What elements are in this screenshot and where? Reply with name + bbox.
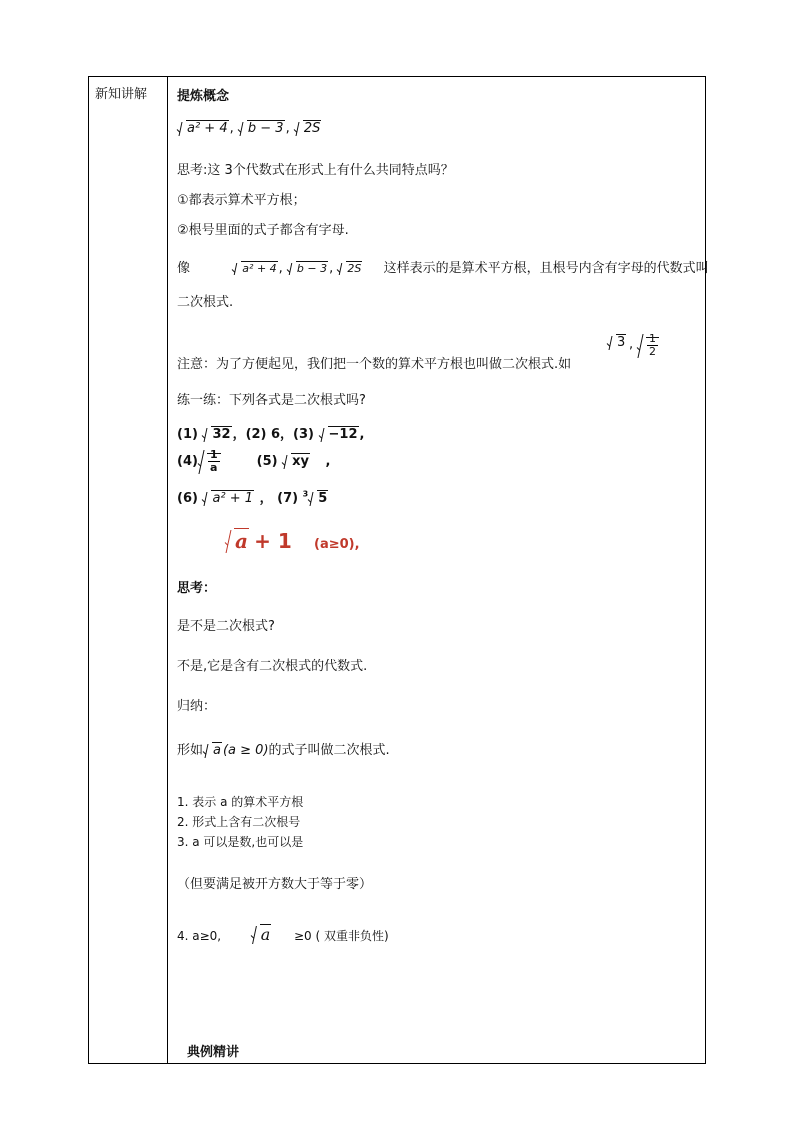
- like-suffix: 这样表示的是算术平方根，且根号内含有字母的代数式叫: [383, 261, 709, 276]
- lesson-table: [88, 76, 709, 1064]
- note-text: 注意：为了方便起见，我们把一个数的算术平方根也叫做二次根式.如: [177, 357, 572, 372]
- summary-item-1: 1. 表示 a 的算术平方根: [177, 795, 304, 809]
- like-sentence: 像 a² + 4 , b − 3 , 2S 这样表示的是算术平方根，且根号内含有字母的代数式叫: [177, 261, 709, 276]
- section-label: 新知讲解: [95, 87, 148, 102]
- content-cell: [177, 77, 709, 1063]
- column-divider: [167, 77, 168, 1063]
- ex7-radical: 5: [308, 491, 328, 506]
- point-1: ①都表示算术平方根；: [177, 193, 306, 208]
- ex5-radical: xy: [282, 454, 310, 469]
- expr-b: b − 3: [247, 121, 284, 136]
- summary-label: 归纳：: [177, 699, 217, 714]
- summary-item-3: 3. a 可以是数,也可以是: [177, 835, 304, 849]
- exercise-row-3: (6) a² + 1 ， (7) $^3$ 5: [177, 489, 328, 506]
- note-line: 注意：为了方便起见，我们把一个数的算术平方根也叫做二次根式.如 3 , $\frac{1}{2}$: [177, 333, 677, 373]
- item4-radical: a: [251, 925, 272, 944]
- expr-c: 2S: [303, 121, 321, 136]
- think-label: 思考：: [177, 581, 217, 596]
- question: 是不是二次根式?: [177, 619, 275, 634]
- like-expr-b: b − 3: [296, 262, 328, 275]
- like-prefix: 像: [177, 261, 191, 276]
- ex1-radical: 32: [202, 427, 231, 442]
- think-question: 思考:这 3个代数式在形式上有什么共同特点吗？: [177, 163, 454, 178]
- formal-radical: a: [203, 743, 222, 758]
- ex3-radical: −12: [319, 427, 359, 442]
- red-condition: (a≥0),: [314, 537, 360, 552]
- summary-item-2: 2. 形式上含有二次根号: [177, 815, 301, 829]
- ex6-radical: a² + 1: [202, 491, 254, 506]
- practice-prompt: 练一练：下列各式是二次根式吗?: [177, 393, 366, 408]
- sqrt-half: $\frac{1}{2}$: [637, 333, 659, 358]
- red-example: [225, 529, 360, 553]
- footer-heading: 典例精讲: [187, 1045, 240, 1060]
- answer: 不是,它是含有二次根式的代数式.: [177, 659, 368, 674]
- point-2: ②根号里面的式子都含有字母.: [177, 223, 349, 238]
- exercise-row-2: (4) $\frac{1}{a}$ (5) xy ,: [177, 448, 331, 474]
- radical-expressions: a² + 4 , b − 3 , 2S: [177, 121, 322, 136]
- expr-a: a² + 4: [187, 121, 228, 136]
- summary-item-4: 4. a≥0, a ≥0 ( 双重非负性): [177, 925, 389, 944]
- section-title: 提炼概念: [177, 89, 230, 104]
- like-expr-c: 2S: [347, 262, 362, 275]
- condition-note: （但要满足被开方数大于等于零）: [177, 877, 373, 892]
- formal-definition: 形如 a (a ≥ 0)的式子叫做二次根式.: [177, 743, 390, 758]
- like-expr-a: a² + 4: [242, 262, 277, 275]
- exercise-row-1: (1) 32 ，(2) 6，(3) −12 ,: [177, 427, 365, 442]
- sqrt-3: 3: [607, 335, 626, 350]
- definition: 二次根式.: [177, 295, 234, 310]
- ex4-radical: $\frac{1}{a}$: [198, 449, 221, 474]
- red-plus-one: + 1: [254, 529, 292, 553]
- red-radical: a: [225, 529, 249, 553]
